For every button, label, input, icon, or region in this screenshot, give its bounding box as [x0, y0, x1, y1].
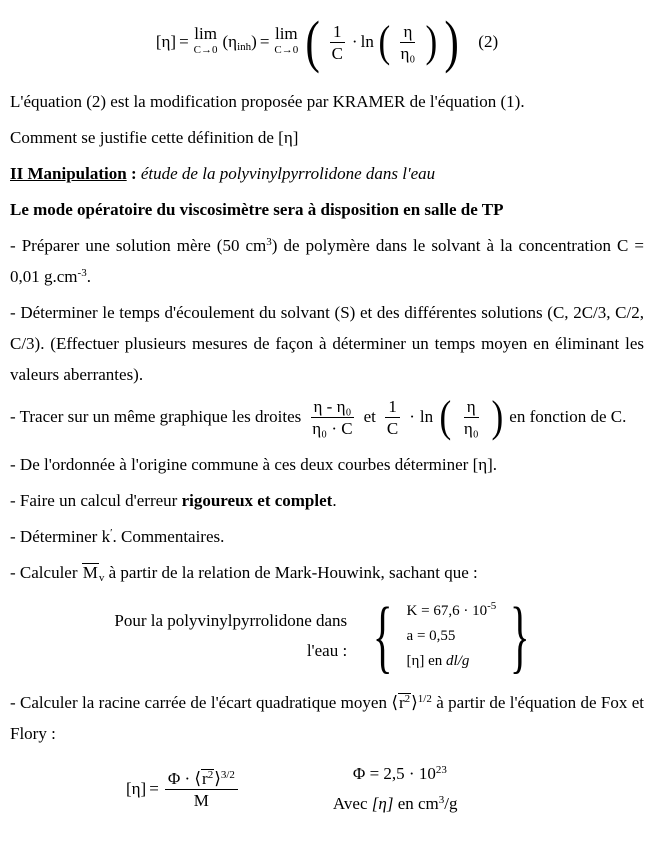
fraction-eta-over-eta0	[461, 397, 482, 438]
heading-subtitle: étude de la polyvinylpyrrolidone dans l'eau	[140, 164, 436, 183]
close-paren: )	[491, 392, 503, 441]
section-heading-manipulation	[10, 158, 644, 189]
fox-flory-block	[10, 759, 644, 819]
superscript: -5	[487, 599, 497, 612]
superscript: 3	[438, 794, 445, 806]
text-run: Avec	[332, 794, 372, 813]
text-run: en fonction de C.	[509, 407, 627, 426]
text-run: en cm	[393, 794, 439, 813]
math-token: ⟩	[411, 693, 418, 712]
math-token: 1	[385, 397, 400, 418]
text-run: - Calculer la racine carrée de l'écart quadratique moyen	[10, 693, 392, 712]
para-mv	[10, 557, 644, 588]
mh-lead-text	[114, 606, 347, 666]
para-comment: Comment se justifie cette définition de [η]	[10, 128, 299, 147]
para-racine	[10, 687, 644, 749]
math-token: ln	[419, 407, 434, 426]
text-run: - Calculer	[10, 563, 82, 582]
text-run: [η] en	[406, 652, 447, 669]
close-paren: )	[444, 9, 459, 74]
fox-flory-numerator	[165, 769, 238, 790]
math-token: η - η₀	[311, 397, 355, 418]
fox-flory-constants	[333, 759, 458, 819]
text-run: . Commentaires.	[112, 527, 225, 546]
para-preparer	[10, 230, 644, 292]
superscript: 23	[435, 764, 447, 776]
superscript: 1/2	[417, 693, 432, 705]
superscript: 2	[207, 768, 214, 781]
math-token: η₀	[400, 43, 416, 63]
open-brace: {	[373, 590, 393, 681]
math-token: C	[331, 43, 343, 63]
math-token: [η]	[126, 779, 147, 798]
math-token: )	[251, 32, 257, 51]
superscript: 3/2	[220, 768, 235, 781]
para-ordonnee: - De l'ordonnée à l'origine commune à ces deux courbes déterminer [η].	[10, 455, 498, 474]
math-token: (η	[222, 32, 238, 51]
math-token: C	[386, 418, 399, 438]
math-token: inh	[237, 41, 252, 53]
mh-constants-list	[403, 599, 501, 674]
text-run: à partir de la relation de Mark-Houwink, sachant que :	[104, 563, 478, 582]
text-run: - Faire un calcul d'erreur	[10, 491, 182, 510]
eta-bracket: [η]	[371, 794, 394, 813]
math-token: η	[400, 22, 415, 43]
mean-square-expression	[391, 693, 432, 712]
fraction-1-over-C	[329, 22, 346, 63]
mh-item-k	[407, 599, 497, 624]
open-paren: (	[305, 9, 321, 74]
text-run: ) de polymère dans le solvant à la concentration C = 0,01 g.cm	[10, 236, 644, 286]
math-token: η	[464, 397, 479, 418]
para-tracer	[10, 392, 644, 441]
text-run: Φ = 2,5 · 10	[352, 764, 436, 783]
phi-value	[333, 759, 458, 789]
math-token: =	[259, 32, 270, 51]
math-token: lim	[194, 24, 217, 43]
math-token: ln	[360, 32, 374, 51]
equation-2	[10, 8, 644, 76]
unit-run: dl/g	[446, 652, 470, 669]
r-bar-symbol	[398, 693, 411, 710]
math-token: ⟩	[214, 768, 221, 788]
m-bar-symbol: M	[82, 563, 98, 582]
math-token: C→0	[193, 44, 218, 56]
r-bar-symbol	[201, 769, 214, 786]
math-token: C→0	[274, 44, 299, 56]
math-token: 1	[330, 22, 345, 43]
heading-title: II Manipulation	[10, 164, 127, 183]
math-token: η₀	[463, 418, 479, 438]
superscript: -3	[77, 267, 87, 279]
eta-inherent-term	[223, 32, 257, 52]
text-run: - Tracer sur un même graphique les droites	[10, 407, 302, 426]
equation-number: (2)	[478, 32, 499, 51]
text-run: et	[363, 407, 376, 426]
math-token: ⟨	[391, 693, 398, 712]
limit-operator	[194, 26, 218, 58]
para-erreur	[10, 485, 644, 516]
para-determiner-temps: - Déterminer le temps d'écoulement du solvant (S) et des différentes solutions (C, 2C/3, C/2, C/3). (Effectuer plusieurs mesures de façon à déterminer un temps moyen en éliminant les valeurs aberrantes).	[10, 303, 644, 384]
text-run: à partir de l'équation de Fox et Flory :	[10, 693, 644, 743]
close-paren: )	[425, 17, 438, 66]
fox-flory-fraction	[165, 769, 238, 810]
text-run: K = 67,6 · 10	[406, 602, 488, 619]
text-run: /g	[444, 794, 458, 813]
open-paren: (	[378, 17, 391, 66]
fraction-reduced-viscosity	[309, 397, 355, 438]
avec-units	[333, 789, 458, 819]
mark-houwink-conditions	[10, 590, 644, 681]
math-token: =	[149, 779, 159, 798]
mh-item-eta	[407, 649, 497, 674]
heading-mode-operatoire: Le mode opératoire du viscosimètre sera à disposition en salle de TP	[10, 200, 504, 219]
math-token: ·	[351, 32, 358, 51]
text-run: - Déterminer k	[10, 527, 111, 546]
math-token: r	[398, 693, 405, 712]
math-token: ⟨	[194, 768, 202, 788]
limit-operator	[274, 26, 298, 58]
open-paren: (	[439, 392, 452, 441]
fraction-eta-over-eta0	[397, 22, 418, 63]
math-token: lim	[274, 24, 298, 43]
math-token: r	[202, 768, 208, 788]
math-token: M	[193, 790, 209, 810]
superscript: 3	[266, 236, 272, 248]
mh-item-a: a = 0,55	[406, 627, 456, 644]
text-run: .	[332, 491, 337, 510]
text-run: - Préparer une solution mère (50 cm	[10, 236, 267, 255]
fraction-1-over-C	[384, 397, 401, 438]
para-kramer: L'équation (2) est la modification proposée par KRAMER de l'équation (1).	[10, 92, 525, 111]
eq2-lhs: [η]	[155, 32, 177, 51]
prime-mark: ′	[110, 527, 113, 539]
text-run: Pour la polyvinylpyrrolidone dans	[114, 611, 348, 630]
math-token: =	[179, 32, 189, 51]
fox-flory-equation	[126, 769, 241, 810]
bold-run: rigoureux et complet	[181, 491, 333, 510]
subscript: v	[98, 572, 105, 584]
close-brace: }	[510, 590, 530, 681]
text-run: .	[86, 267, 91, 286]
text-run: l'eau :	[306, 641, 348, 660]
superscript: 2	[404, 693, 411, 705]
math-token: η₀ · C	[312, 418, 353, 438]
math-token: ·	[409, 407, 415, 426]
math-token: Φ ·	[167, 768, 191, 788]
heading-colon: :	[126, 164, 141, 183]
para-k-prime	[10, 521, 644, 552]
